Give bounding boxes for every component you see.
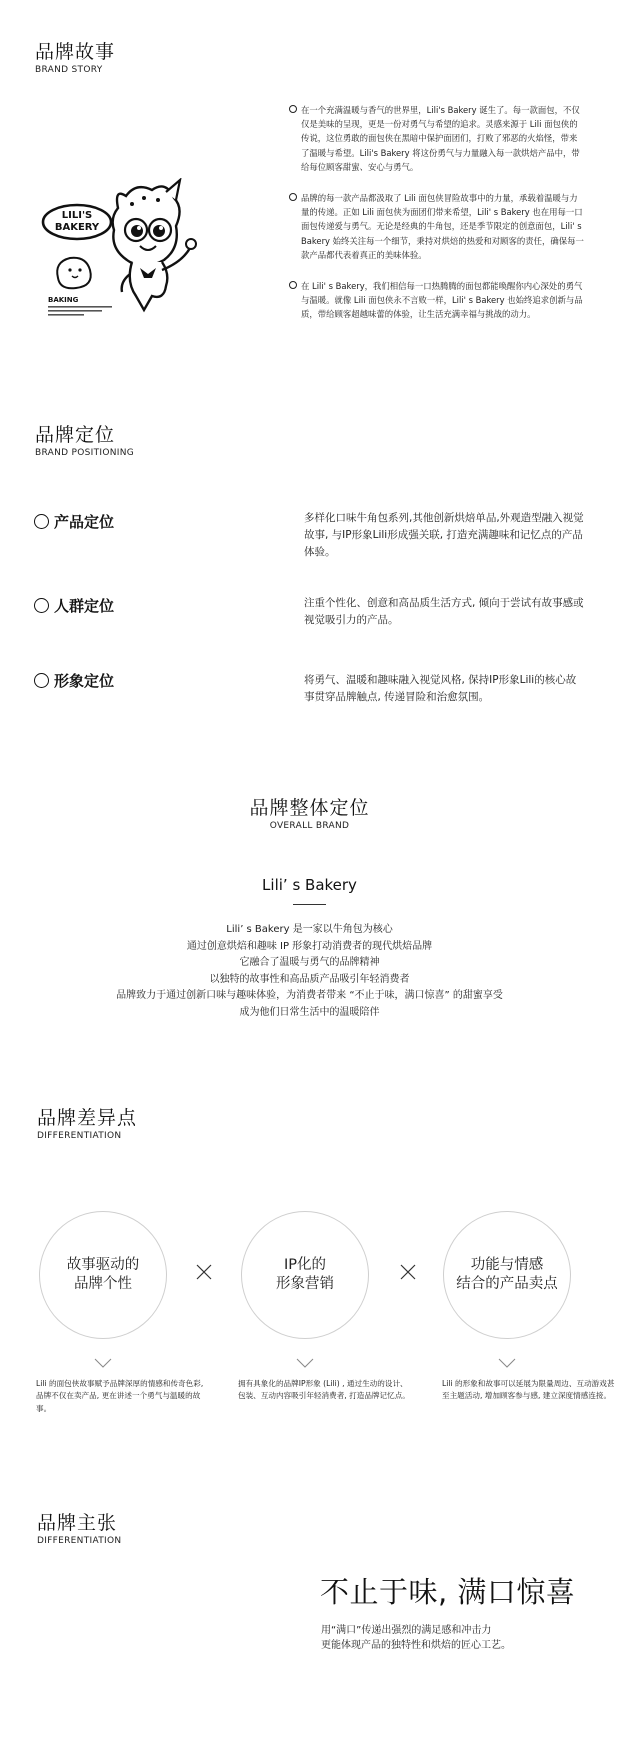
brand-claim-title: 品牌主张 [37, 1512, 118, 1534]
positioning-text-image: 将勇气、温暖和趣味融入视觉风格, 保持IP形象Lili的核心故事贯穿品牌触点, 传递冒险和治愈氛围。 [304, 674, 577, 703]
brand-positioning-title: 品牌定位 [35, 424, 116, 446]
diff-text-function: Lili 的形象和故事可以延展为限量周边、互动游戏甚至主题活动, 增加顾客参与感, 建立深度情感连接。 [442, 1379, 615, 1401]
brand-claim-subtitle: DIFFERENTIATION [37, 1536, 122, 1546]
circle-icon [34, 514, 49, 529]
brand-positioning-subtitle: BRAND POSITIONING [35, 448, 135, 458]
positioning-text-audience: 注重个性化、创意和高品质生活方式, 倾向于尝试有故事感或视觉吸引力的产品。 [304, 597, 584, 626]
baking-label: BAKING [48, 296, 79, 304]
bullet-icon [289, 105, 297, 113]
logo-text-line1: LILI'S [61, 210, 93, 221]
overall-line-6: 成为他们日常生活中的温暖陪伴 [239, 1007, 380, 1018]
slogan-sub-line-1: 用“满口”传递出强烈的满足感和冲击力 [321, 1625, 492, 1636]
brand-story-title: 品牌故事 [35, 41, 116, 63]
story-paragraph-1 [289, 103, 585, 174]
brand-name: Lili’ s Bakery [262, 876, 357, 894]
chevron-down-icon [498, 1358, 516, 1368]
diff-circle-ip: IP化的 形象营销 [241, 1211, 369, 1339]
overall-line-1: Lili’ s Bakery 是一家以牛角包为核心 [226, 924, 393, 935]
overall-line-5: 品牌致力于通过创新口味与趣味体验，为消费者带来 “不止于味，满口惊喜” 的甜蜜享受 [116, 990, 503, 1002]
bullet-icon [289, 193, 297, 201]
differentiation-title: 品牌差异点 [37, 1107, 138, 1129]
story-text: 在 Lili' s Bakery，我们相信每一口热腾腾的面包都能唤醒你内心深处的勇气与温暖。就像 Lili 面包侠永不言败一样，Lili' s Bakery 也始终追求创新与品质，带给顾客超越味蕾的体验，让生活充满幸福与挑战的动力。 [301, 281, 583, 320]
diff-circle-function: 功能与情感 结合的产品卖点 [443, 1211, 571, 1339]
story-text: 品牌的每一款产品都汲取了 Lili 面包侠冒险故事中的力量，承载着温暖与力量的传递。正如 Lili 面包侠为面团们带来希望，Lili' s Bakery 也在用每一口面包传递爱与勇气。无论是经典的牛角包，还是季节限定的创意面包，Lili' s Bakery 始终关注每一个细节，秉持对烘焙的热爱和对顾客的责任，确保每一款产品都代表着真正的美味体验。 [301, 193, 584, 260]
overall-line-4: 以独特的故事性和高品质产品吸引年轻消费者 [209, 973, 410, 985]
times-icon [398, 1262, 418, 1282]
overall-brand-title: 品牌整体定位 [249, 797, 370, 819]
positioning-label-product: 产品定位 [34, 513, 114, 531]
brand-story-subtitle: BRAND STORY [35, 65, 103, 75]
positioning-label-image: 形象定位 [34, 672, 114, 690]
slogan: 不止于味, 满口惊喜 [320, 1575, 576, 1609]
positioning-text-product: 多样化口味牛角包系列,其他创新烘焙单品,外观造型融入视觉故事, 与IP形象Lili形成强关联, 打造充满趣味和记忆点的产品体验。 [304, 512, 584, 558]
diff-text-ip: 拥有具象化的品牌IP形象 (Lili) , 通过生动的设计、包装、互动内容吸引年轻消费者, 打造品牌记忆点。 [238, 1379, 410, 1401]
differentiation-subtitle: DIFFERENTIATION [37, 1131, 122, 1141]
diff-circle-story: 故事驱动的 品牌个性 [39, 1211, 167, 1339]
bullet-icon [289, 281, 297, 289]
slogan-sub [321, 1623, 561, 1653]
positioning-label-audience: 人群定位 [34, 597, 114, 615]
chevron-down-icon [94, 1358, 112, 1368]
divider [293, 904, 326, 905]
times-icon [194, 1262, 214, 1282]
circle-icon [34, 673, 49, 688]
diff-text-story: Lili 的面包侠故事赋予品牌深厚的情感和传奇色彩, 品牌不仅在卖产品, 更在讲述一个勇气与温暖的故事。 [36, 1379, 204, 1413]
story-text: 在一个充满温暖与香气的世界里，Lili's Bakery 诞生了。每一款面包，不仅仅是美味的呈现，更是一份对勇气与希望的追求。灵感来源于 Lili 面包侠的传说，这位勇敢的面包侠在黑暗中保护面团们，打败了邪恶的火焰怪，带来了温暖与希望。Lili's Bakery 将这份勇气与力量融入每一款烘焙产品中，带给每位顾客甜蜜、安心与勇气。 [301, 105, 580, 172]
logo-text-line2: BAKERY [54, 222, 100, 233]
overall-line-3: 它融合了温暖与勇气的品牌精神 [239, 957, 380, 969]
overall-line-2: 通过创意烘焙和趣味 IP 形象打动消费者的现代烘焙品牌 [186, 940, 433, 952]
chevron-down-icon [296, 1358, 314, 1368]
circle-icon [34, 598, 49, 613]
slogan-sub-line-2: 更能体现产品的独特性和烘焙的匠心工艺。 [321, 1640, 511, 1651]
lili-mascot-illustration [40, 178, 210, 318]
story-paragraph-2 [289, 191, 585, 262]
overall-brand-subtitle: OVERALL BRAND [269, 821, 350, 831]
story-paragraph-3 [289, 279, 585, 322]
